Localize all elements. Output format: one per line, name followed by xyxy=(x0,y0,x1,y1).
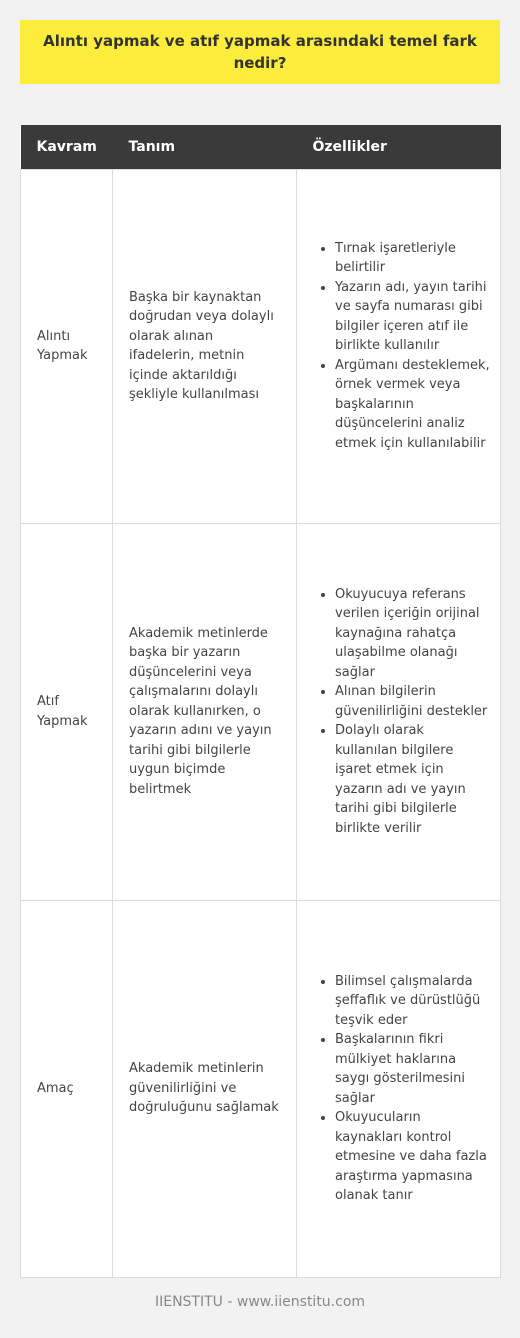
concept-cell: Atıf Yapmak xyxy=(21,523,113,900)
feature-item: • Başkalarının fikri mülkiyet haklarına saygı gösterilmesini sağlar xyxy=(335,1030,490,1108)
feature-item: • Tırnak işaretleriyle belirtilir xyxy=(335,239,490,278)
header-kavram: Kavram xyxy=(21,125,113,169)
title-banner xyxy=(20,20,500,84)
features-list xyxy=(313,239,490,454)
header-ozellikler: Özellikler xyxy=(297,125,501,169)
features-cell xyxy=(297,900,501,1277)
concept-cell: Alıntı Yapmak xyxy=(21,169,113,523)
footer-credit: IIENSTITU - www.iienstitu.com xyxy=(154,1294,366,1310)
features-cell xyxy=(297,523,501,900)
table-header-row xyxy=(21,125,501,169)
header-tanim: Tanım xyxy=(113,125,297,169)
concept-cell: Amaç xyxy=(21,900,113,1277)
feature-item: • Dolaylı olarak kullanılan bilgilere işaret etmek için yazarın adı ve yayın tarihi gibi bilgilerle birlikte verilir xyxy=(335,721,490,838)
feature-item: • Okuyucuya referans verilen içeriğin orijinal kaynağına rahatça ulaşabilme olanağı sağlar xyxy=(335,585,490,683)
feature-item: • Okuyucuların kaynakları kontrol etmesine ve daha fazla araştırma yapmasına olanak tanır xyxy=(335,1108,490,1206)
feature-item: • Bilimsel çalışmalarda şeffaflık ve dürüstlüğü teşvik eder xyxy=(335,972,490,1031)
features-list xyxy=(313,972,490,1206)
features-cell xyxy=(297,169,501,523)
feature-item: • Alınan bilgilerin güvenilirliğini destekler xyxy=(335,682,490,721)
definition-cell: Akademik metinlerde başka bir yazarın düşüncelerini veya çalışmalarını dolaylı olarak kullanırken, o yazarın adını ve yayın tarihi gibi bilgilerle uygun biçimde belirtmek xyxy=(113,523,297,900)
comparison-table xyxy=(20,125,501,1278)
feature-item: • Argümanı desteklemek, örnek vermek veya başkalarının düşüncelerini analiz etmek için kullanılabilir xyxy=(335,356,490,454)
feature-item: • Yazarın adı, yayın tarihi ve sayfa numarası gibi bilgiler içeren atıf ile birlikte kullanılır xyxy=(335,278,490,356)
definition-cell: Başka bir kaynaktan doğrudan veya dolaylı olarak alınan ifadelerin, metnin içinde aktarıldığı şekliyle kullanılması xyxy=(113,169,297,523)
definition-cell: Akademik metinlerin güvenilirliğini ve doğruluğunu sağlamak xyxy=(113,900,297,1277)
page-title: Alıntı yapmak ve atıf yapmak arasındaki temel fark nedir? xyxy=(43,32,477,72)
features-list xyxy=(313,585,490,839)
table-row xyxy=(21,900,501,1277)
table-row xyxy=(21,523,501,900)
table-row xyxy=(21,169,501,523)
